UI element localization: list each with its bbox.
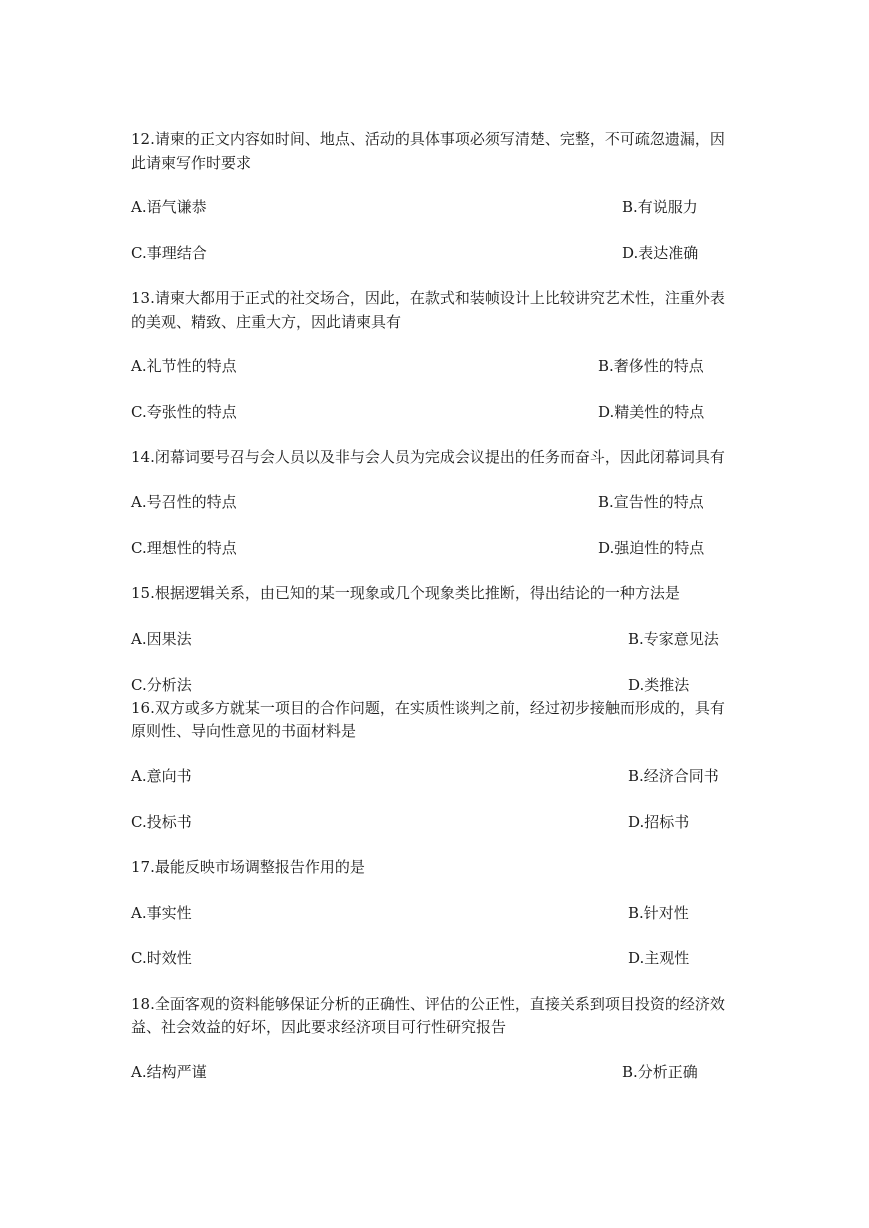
question-17-option-d: D.主观性 (628, 949, 690, 967)
question-15-option-b: B.专家意见法 (628, 630, 719, 648)
question-12-stem-line-1: 12.请柬的正文内容如时间、地点、活动的具体事项必须写清楚、完整，不可疏忽遗漏，因 (131, 130, 725, 148)
question-12-stem-line-2: 此请柬写作时要求 (131, 154, 252, 172)
question-13-option-c: C.夸张性的特点 (131, 403, 237, 421)
question-17-stem-line-1: 17.最能反映市场调整报告作用的是 (131, 858, 365, 876)
question-17-option-c: C.时效性 (131, 949, 192, 967)
question-13-option-b: B.奢侈性的特点 (598, 357, 704, 375)
question-15-option-c: C.分析法 (131, 676, 192, 694)
question-16-option-c: C.投标书 (131, 813, 192, 831)
question-14-option-a: A.号召性的特点 (131, 493, 237, 511)
question-17-option-a: A.事实性 (131, 904, 192, 922)
question-16-option-d: D.招标书 (628, 813, 690, 831)
question-14-stem-line-1: 14.闭幕词要号召与会人员以及非与会人员为完成会议提出的任务而奋斗，因此闭幕词具有 (131, 448, 725, 466)
question-14-option-c: C.理想性的特点 (131, 539, 237, 557)
question-16-option-a: A.意向书 (131, 767, 192, 785)
question-18-option-b: B.分析正确 (622, 1063, 698, 1081)
question-15-option-d: D.类推法 (628, 676, 690, 694)
question-13-stem-line-2: 的美观、精致、庄重大方，因此请柬具有 (131, 313, 402, 331)
question-15-stem-line-1: 15.根据逻辑关系，由已知的某一现象或几个现象类比推断，得出结论的一种方法是 (131, 584, 680, 602)
question-12-option-b: B.有说服力 (622, 198, 698, 216)
question-14-option-b: B.宣告性的特点 (598, 493, 704, 511)
question-18-option-a: A.结构严谨 (131, 1063, 207, 1081)
question-12-option-d: D.表达准确 (622, 244, 699, 262)
question-16-stem-line-1: 16.双方或多方就某一项目的合作问题，在实质性谈判之前，经过初步接触而形成的，具有 (131, 699, 725, 717)
question-18-stem-line-1: 18.全面客观的资料能够保证分析的正确性、评估的公正性，直接关系到项目投资的经济效 (131, 995, 725, 1013)
question-14-option-d: D.强迫性的特点 (598, 539, 705, 557)
question-12-option-a: A.语气谦恭 (131, 198, 207, 216)
question-13-stem-line-1: 13.请柬大都用于正式的社交场合，因此，在款式和装帧设计上比较讲究艺术性，注重外表 (131, 289, 725, 307)
question-17-option-b: B.针对性 (628, 904, 689, 922)
question-15-option-a: A.因果法 (131, 630, 192, 648)
question-12-option-c: C.事理结合 (131, 244, 207, 262)
question-18-stem-line-2: 益、社会效益的好坏，因此要求经济项目可行性研究报告 (131, 1018, 507, 1036)
question-13-option-a: A.礼节性的特点 (131, 357, 237, 375)
question-13-option-d: D.精美性的特点 (598, 403, 705, 421)
question-16-stem-line-2: 原则性、导向性意见的书面材料是 (131, 722, 357, 740)
question-16-option-b: B.经济合同书 (628, 767, 719, 785)
